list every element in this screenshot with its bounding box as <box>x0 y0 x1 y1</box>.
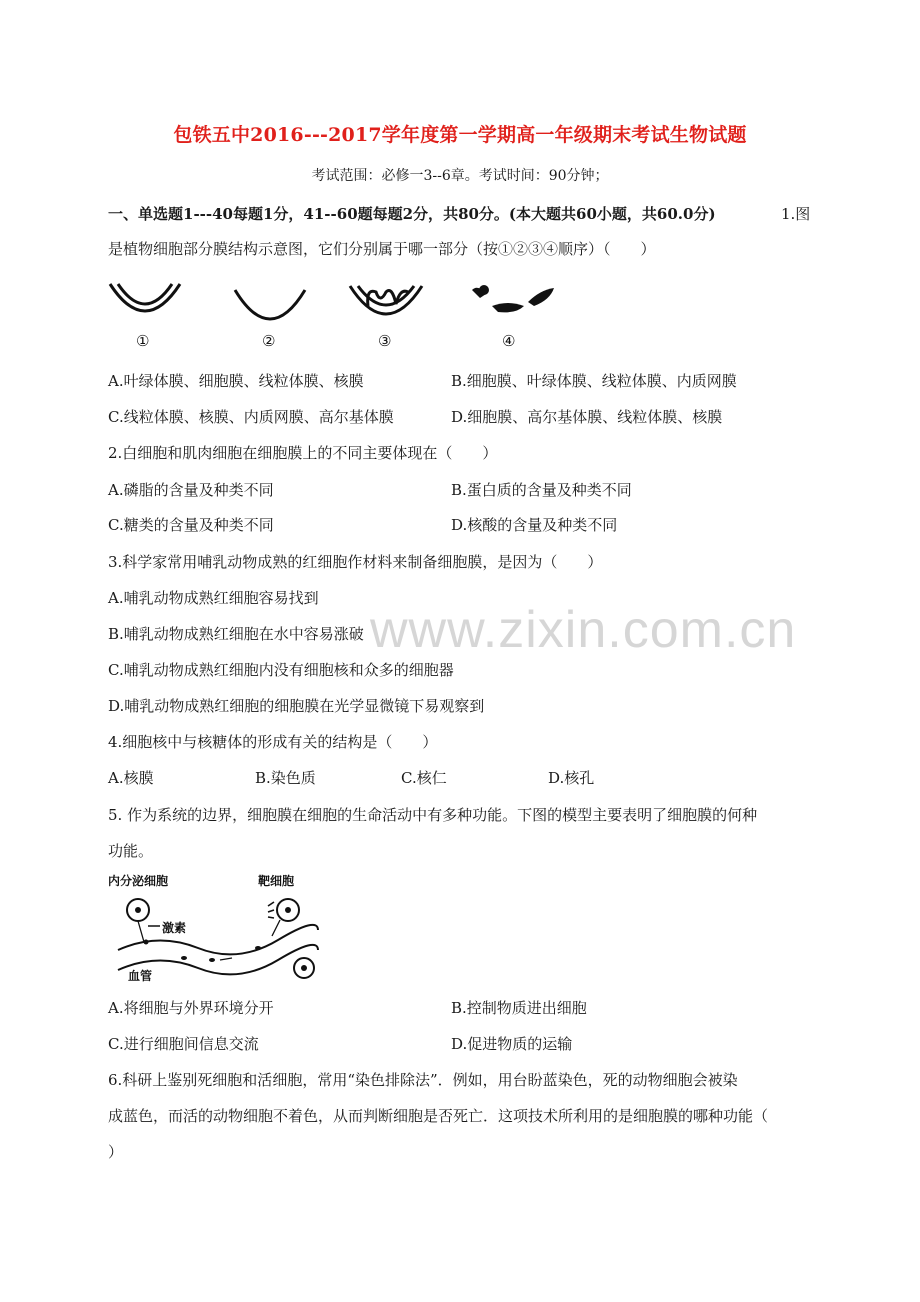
q2-option-b: B.蛋白质的含量及种类不同 <box>451 481 632 499</box>
q4-stem: 4.细胞核中与核糖体的形成有关的结构是（ ） <box>108 733 438 751</box>
q5-option-c: C.进行细胞间信息交流 <box>108 1035 259 1053</box>
q2-option-d: D.核酸的含量及种类不同 <box>451 516 618 534</box>
q4-option-c: C.核仁 <box>401 769 447 787</box>
q1-option-d: D.细胞膜、高尔基体膜、线粒体膜、核膜 <box>451 408 723 426</box>
blood-vessel-label: 血管 <box>128 969 153 983</box>
figure-label-4: ④ <box>502 332 516 350</box>
q6-stem-continued: 成蓝色，而活的动物细胞不着色，从而判断细胞是否死亡．这项技术所利用的是细胞膜的哪种功能（ <box>108 1107 769 1125</box>
q1-option-a: A.叶绿体膜、细胞膜、线粒体膜、核膜 <box>108 372 364 390</box>
q1-option-c: C.线粒体膜、核膜、内质网膜、高尔基体膜 <box>108 408 394 426</box>
exam-title: 包铁五中2016---2017学年度第一学期高一年级期末考试生物试题 <box>173 124 747 146</box>
figure-label-3: ③ <box>378 332 392 350</box>
q5-stem: 5. 作为系统的边界，细胞膜在细胞的生命活动中有多种功能。下图的模型主要表明了细胞膜的何种 <box>108 806 758 824</box>
q1-option-b: B.细胞膜、叶绿体膜、线粒体膜、内质网膜 <box>451 372 737 390</box>
q4-option-a: A.核膜 <box>108 769 154 787</box>
q2-option-c: C.糖类的含量及种类不同 <box>108 516 274 534</box>
figure-label-2: ② <box>262 332 276 350</box>
q5-option-d: D.促进物质的运输 <box>451 1035 573 1053</box>
q2-option-a: A.磷脂的含量及种类不同 <box>108 481 274 499</box>
q5-stem-continued: 功能。 <box>108 842 154 860</box>
q3-option-b: B.哺乳动物成熟红细胞在水中容易涨破 <box>108 625 364 643</box>
hormone-label: 激素 <box>162 921 187 935</box>
q2-stem: 2.白细胞和肌肉细胞在细胞膜上的不同主要体现在（ ） <box>108 444 498 462</box>
target-cell-label: 靶细胞 <box>258 874 295 888</box>
hormone-signaling-figure <box>108 870 323 986</box>
q3-option-a: A.哺乳动物成熟红细胞容易找到 <box>108 589 319 607</box>
q1-stem: 是植物细胞部分膜结构示意图，它们分别属于哪一部分（按①②③④顺序）（ ） <box>108 240 656 258</box>
endocrine-cell-label: 内分泌细胞 <box>108 874 169 888</box>
figure-label-1: ① <box>136 332 150 350</box>
q5-option-a: A.将细胞与外界环境分开 <box>108 999 274 1017</box>
membrane-structures-figure <box>100 276 570 356</box>
exam-subtitle: 考试范围：必修一3--6章。考试时间：90分钟； <box>311 168 609 184</box>
q3-option-d: D.哺乳动物成熟红细胞的细胞膜在光学显微镜下易观察到 <box>108 697 485 715</box>
watermark: www.zixin.com.cn <box>370 601 797 659</box>
q3-stem: 3.科学家常用哺乳动物成熟的红细胞作材料来制备细胞膜，是因为（ ） <box>108 553 603 571</box>
q4-option-b: B.染色质 <box>255 769 316 787</box>
q6-stem-end: ） <box>108 1143 124 1161</box>
q5-option-b: B.控制物质进出细胞 <box>451 999 587 1017</box>
q3-option-c: C.哺乳动物成熟红细胞内没有细胞核和众多的细胞器 <box>108 661 454 679</box>
section-header: 一、单选题1---40每题1分，41--60题每题2分，共80分。(本大题共60小题，共60.0分) <box>108 205 716 223</box>
q1-stem-start: 1.图 <box>781 205 811 223</box>
q4-option-d: D.核孔 <box>548 769 595 787</box>
q6-stem: 6.科研上鉴别死细胞和活细胞，常用“染色排除法”．例如，用台盼蓝染色，死的动物细胞会被染 <box>108 1071 738 1089</box>
